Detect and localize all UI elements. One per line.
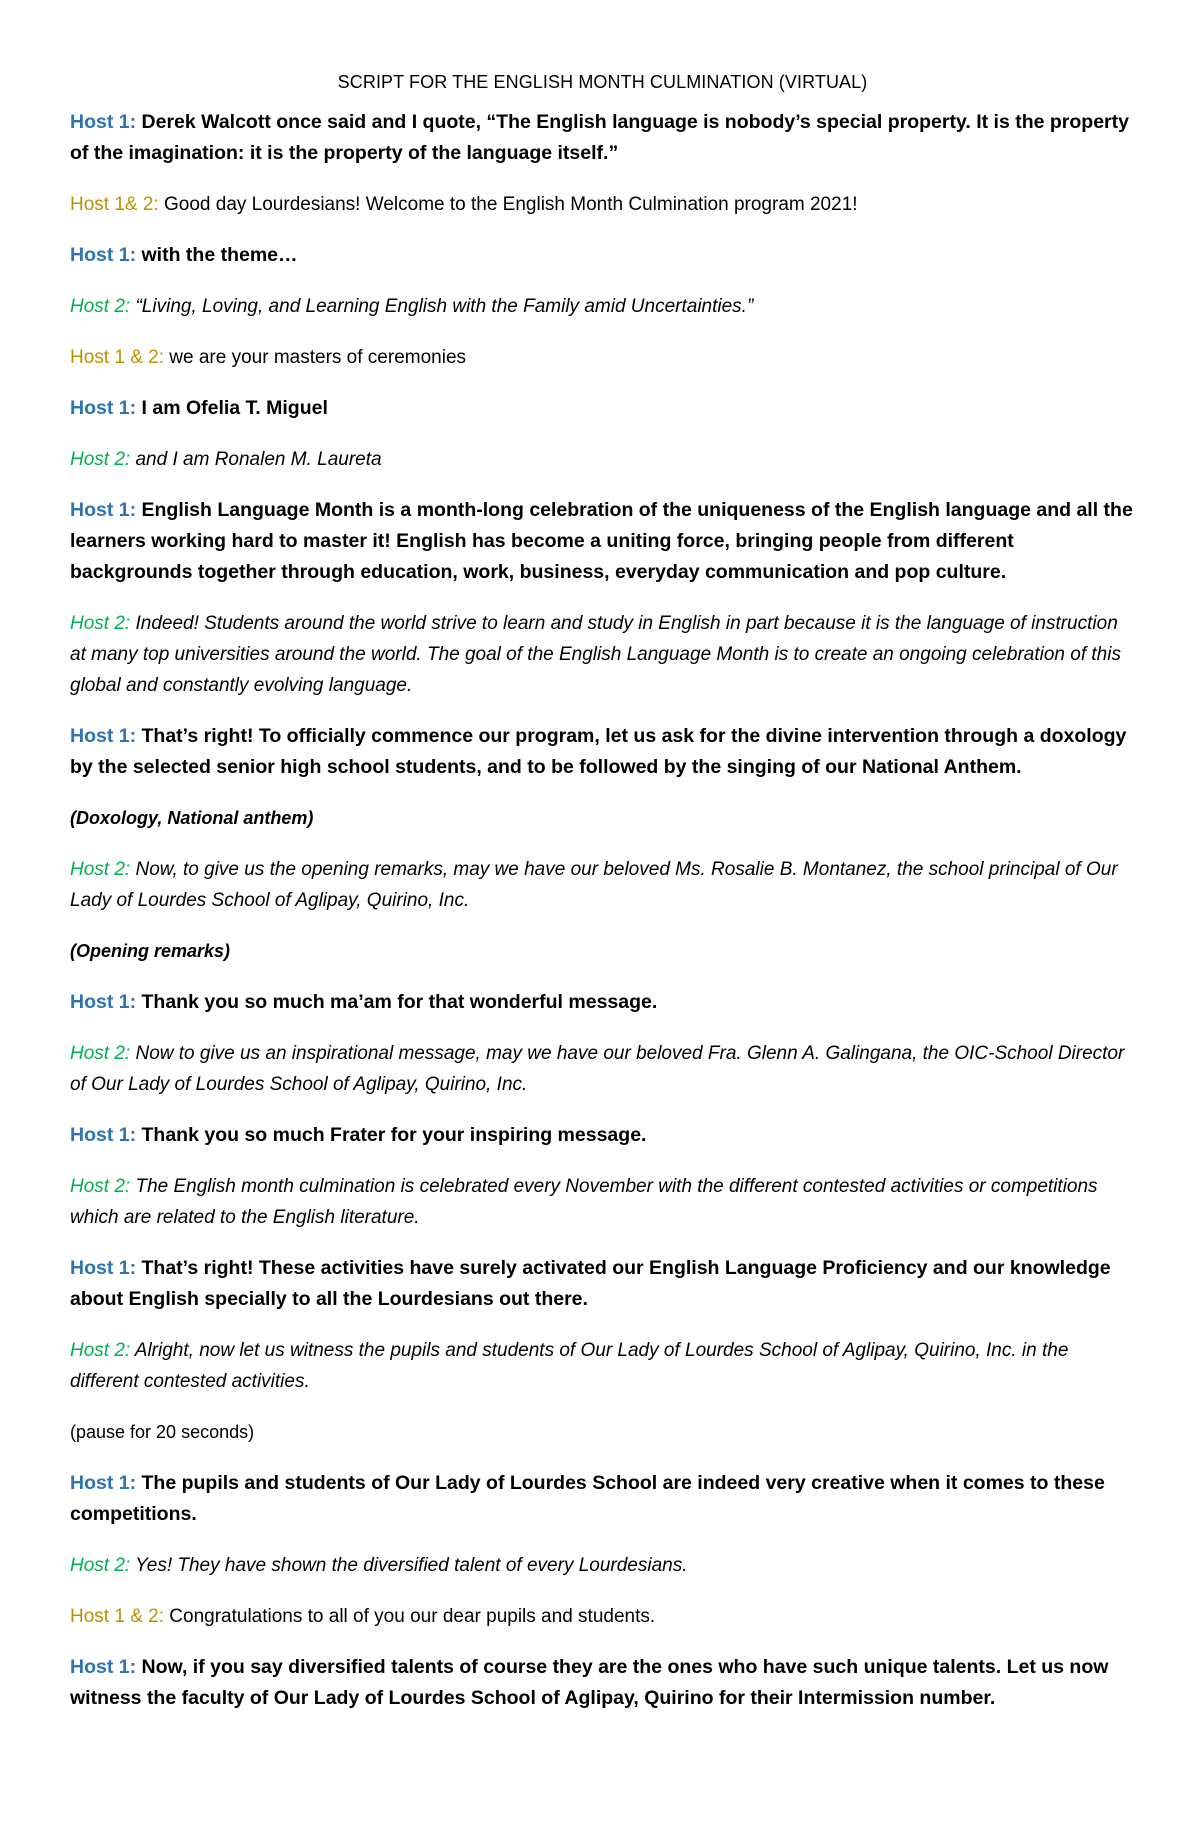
dialogue-text: “Living, Loving, and Learning English with the Family amid Uncertainties.” [130, 296, 754, 317]
dialogue-text: I am Ofelia T. Miguel [136, 397, 328, 419]
dialogue-text: The pupils and students of Our Lady of Lourdes School are indeed very creative when it comes to these competitions. [70, 1472, 1105, 1525]
dialogue-line [70, 854, 1135, 916]
dialogue-line [70, 393, 1135, 424]
dialogue-line [70, 987, 1135, 1018]
dialogue-text: The English month culmination is celebrated every November with the different contested activities or competitions which are related to the English literature. [70, 1176, 1098, 1228]
speaker-label: Host 1: [70, 725, 137, 747]
speaker-label: Host 1 & 2: [70, 347, 164, 368]
dialogue-line [70, 1120, 1135, 1151]
dialogue-line [70, 291, 1135, 322]
speaker-label: Host 2: [70, 1043, 131, 1064]
dialogue-text: we are your masters of ceremonies [164, 347, 467, 368]
speaker-label: Host 2: [70, 859, 131, 880]
speaker-label: Host 2: [70, 449, 131, 470]
dialogue-text: with the theme… [136, 244, 298, 266]
speaker-label: Host 1: [70, 499, 137, 521]
dialogue-text: Now, to give us the opening remarks, may we have our beloved Ms. Rosalie B. Montanez, the school principal of Our Lady of Lourdes School of Aglipay, Quirino, Inc. [70, 859, 1118, 911]
dialogue-line [70, 1038, 1135, 1100]
speaker-label: Host 2: [70, 613, 131, 634]
dialogue-line [70, 1171, 1135, 1233]
dialogue-text: Thank you so much ma’am for that wonderful message. [136, 991, 658, 1013]
dialogue-line [70, 608, 1135, 701]
cue-text: (Doxology, National anthem) [70, 808, 314, 828]
dialogue-line [70, 1652, 1135, 1714]
dialogue-text: Indeed! Students around the world strive to learn and study in English in part because it is the language of instruction at many top universities around the world. The goal of the English Language Month is to create an ongoing celebration of this global and constantly evolving language. [70, 613, 1121, 696]
document-title: SCRIPT FOR THE ENGLISH MONTH CULMINATION (VIRTUAL) [337, 72, 868, 92]
dialogue-text: English Language Month is a month-long celebration of the uniqueness of the English language and all the learners working hard to master it! English has become a uniting force, bringing people from different backgrounds together through education, work, business, everyday communication and pop culture. [70, 499, 1133, 583]
dialogue-line [70, 1253, 1135, 1315]
stage-cue [70, 936, 1135, 967]
dialogue-line [70, 721, 1135, 783]
speaker-label: Host 2: [70, 1555, 131, 1576]
speaker-label: Host 1: [70, 1257, 137, 1279]
speaker-label: Host 1: [70, 397, 137, 419]
speaker-label: Host 1& 2: [70, 194, 159, 215]
dialogue-line [70, 1550, 1135, 1581]
speaker-label: Host 2: [70, 1340, 131, 1361]
speaker-label: Host 1: [70, 1124, 137, 1146]
stage-cue [70, 803, 1135, 834]
speaker-label: Host 1: [70, 991, 137, 1013]
dialogue-text: Now to give us an inspirational message, may we have our beloved Fra. Glenn A. Galingana, the OIC-School Director of Our Lady of Lourdes School of Aglipay, Quirino, Inc. [70, 1043, 1125, 1095]
dialogue-text: Yes! They have shown the diversified talent of every Lourdesians. [130, 1555, 688, 1576]
dialogue-text: Derek Walcott once said and I quote, “The English language is nobody’s special property. It is the property of the imagination: it is the property of the language itself.” [70, 111, 1129, 164]
speaker-label: Host 1: [70, 1656, 137, 1678]
dialogue-line [70, 189, 1135, 220]
dialogue-text: That’s right! To officially commence our program, let us ask for the divine intervention through a doxology by the selected senior high school students, and to be followed by the singing of our National Anthem. [70, 725, 1127, 778]
document-page [70, 72, 1135, 1734]
dialogue-text: That’s right! These activities have surely activated our English Language Proficiency and our knowledge about English specially to all the Lourdesians out there. [70, 1257, 1111, 1310]
speaker-label: Host 2: [70, 1176, 131, 1197]
speaker-label: Host 1: [70, 111, 137, 133]
dialogue-line [70, 444, 1135, 475]
speaker-label: Host 1 & 2: [70, 1606, 164, 1627]
dialogue-line [70, 495, 1135, 588]
dialogue-text: Congratulations to all of you our dear pupils and students. [164, 1606, 656, 1627]
dialogue-line [70, 1335, 1135, 1397]
cue-text: (pause for 20 seconds) [70, 1422, 255, 1442]
dialogue-text: and I am Ronalen M. Laureta [130, 449, 382, 470]
dialogue-line [70, 342, 1135, 373]
dialogue-text: Thank you so much Frater for your inspiring message. [136, 1124, 647, 1146]
dialogue-line [70, 1601, 1135, 1632]
dialogue-line [70, 240, 1135, 271]
script-body [70, 107, 1135, 1714]
cue-text: (Opening remarks) [70, 941, 231, 961]
dialogue-line [70, 107, 1135, 169]
dialogue-text: Good day Lourdesians! Welcome to the English Month Culmination program 2021! [158, 194, 858, 215]
dialogue-text: Alright, now let us witness the pupils and students of Our Lady of Lourdes School of Aglipay, Quirino, Inc. in the different contested activities. [70, 1340, 1069, 1392]
speaker-label: Host 2: [70, 296, 131, 317]
dialogue-text: Now, if you say diversified talents of course they are the ones who have such unique talents. Let us now witness the faculty of Our Lady of Lourdes School of Aglipay, Quirino for their Intermission number. [70, 1656, 1109, 1709]
dialogue-line [70, 1468, 1135, 1530]
speaker-label: Host 1: [70, 1472, 137, 1494]
stage-cue [70, 1417, 1135, 1448]
speaker-label: Host 1: [70, 244, 137, 266]
